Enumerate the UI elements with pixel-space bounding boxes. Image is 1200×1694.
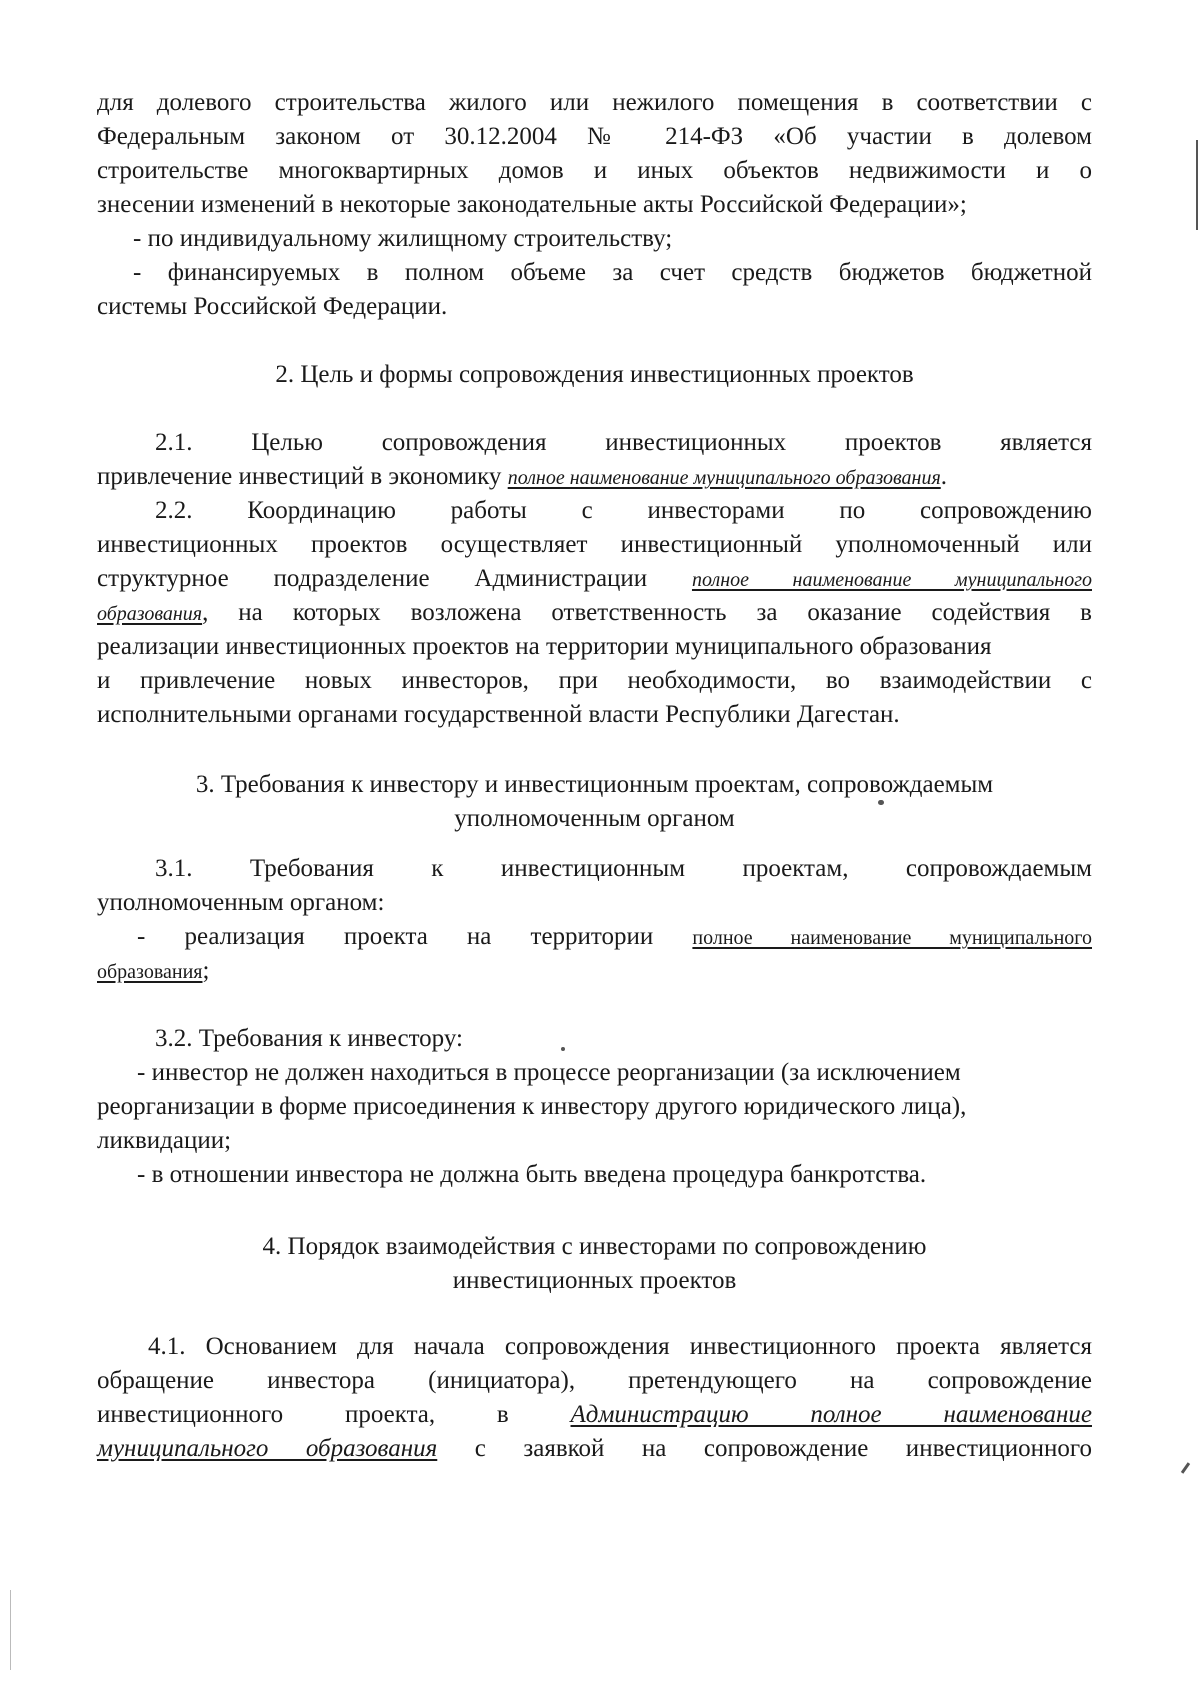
para-4-1-line-2: обращение инвестора (инициатора), претендующего на сопровождение <box>97 1367 1092 1394</box>
para-3-1-line-3: - реализация проекта на территории полное наименование муниципального <box>137 923 1092 950</box>
para-3-2-line-3: ликвидации; <box>97 1127 232 1154</box>
municipality-name-placeholder-cont: образования <box>97 603 203 625</box>
section-4-heading-line-2: инвестиционных проектов <box>452 1267 737 1294</box>
municipality-name-placeholder-cont: муниципального образования <box>97 1435 438 1462</box>
section-4-heading-line-1: 4. Порядок взаимодействия с инвесторами по сопровождению <box>262 1233 927 1260</box>
bullet-financed-line-1: - финансируемых в полном объеме за счет средств бюджетов бюджетной <box>133 259 1092 286</box>
municipality-name-placeholder: полное наименование муниципального образования <box>507 467 941 489</box>
section-2-heading: 2. Цель и формы сопровождения инвестиционных проектов <box>275 361 914 388</box>
para-4-1-line-4: муниципального образования с заявкой на сопровождение инвестиционного <box>97 1435 1092 1462</box>
para-2-2-line-7: исполнительными органами государственной власти Республики Дагестан. <box>97 701 900 728</box>
municipality-name-placeholder: полное наименование муниципального <box>691 569 1092 591</box>
scan-speck <box>878 800 884 805</box>
scan-edge-mark <box>10 1590 11 1670</box>
scan-speck <box>561 1047 565 1051</box>
scan-speck <box>1181 1462 1190 1474</box>
para-3-1-line-2: уполномоченным органом: <box>97 889 385 916</box>
para-2-2-line-1: 2.2. Координацию работы с инвесторами по сопровождению <box>155 497 1092 524</box>
municipality-name-placeholder: полное наименование муниципального <box>692 927 1092 949</box>
intro-line-4: знесении изменений в некоторые законодательные акты Российской Федерации»; <box>97 191 967 218</box>
para-3-2-line-2: реорганизации в форме присоединения к инвестору другого юридического лица), <box>97 1093 967 1120</box>
para-3-2-line-1: - инвестор не должен находиться в процессе реорганизации (за исключением <box>137 1059 961 1086</box>
bullet-financed-line-2: системы Российской Федерации. <box>97 293 448 320</box>
intro-line-3: строительстве многоквартирных домов и иных объектов недвижимости и о <box>97 157 1092 184</box>
para-2-2-line-3: структурное подразделение Администрации полное наименование муниципального <box>97 565 1092 592</box>
scan-edge-mark <box>1196 140 1198 230</box>
para-3-2-line-4: - в отношении инвестора не должна быть введена процедура банкротства. <box>137 1161 927 1188</box>
bullet-individual-construction: - по индивидуальному жилищному строительству; <box>133 225 673 252</box>
para-2-2-line-2: инвестиционных проектов осуществляет инвестиционный уполномоченный или <box>97 531 1092 558</box>
para-2-1-line-2: привлечение инвестиций в экономику полное наименование муниципального образования. <box>97 463 947 490</box>
intro-line-2: Федеральным законом от 30.12.2004 № 214-ФЗ «Об участии в долевом <box>97 123 1092 150</box>
para-4-1-line-3: инвестиционного проекта, в Администрацию полное наименование <box>97 1401 1092 1428</box>
municipality-name-placeholder-cont: образования <box>97 961 203 983</box>
para-2-1-line-1: 2.1. Целью сопровождения инвестиционных проектов является <box>155 429 1092 456</box>
para-3-1-line-1: 3.1. Требования к инвестиционным проектам, сопровождаемым <box>155 855 1092 882</box>
administration-placeholder: Администрацию полное наименование <box>570 1401 1092 1428</box>
intro-line-1: для долевого строительства жилого или нежилого помещения в соответствии с <box>97 89 1092 116</box>
para-3-2-heading: 3.2. Требования к инвестору: <box>155 1025 463 1052</box>
para-2-2-line-6: и привлечение новых инвесторов, при необходимости, во взаимодействии с <box>97 667 1092 694</box>
section-3-heading-line-2: уполномоченным органом <box>454 805 735 832</box>
para-3-1-line-4: образования; <box>97 957 210 984</box>
para-4-1-line-1: 4.1. Основанием для начала сопровождения инвестиционного проекта является <box>148 1333 1092 1360</box>
para-2-2-line-4: образования, на которых возложена ответственность за оказание содействия в <box>97 599 1092 626</box>
para-2-2-line-5: реализации инвестиционных проектов на территории муниципального образования <box>97 633 992 660</box>
section-3-heading-line-1: 3. Требования к инвестору и инвестиционным проектам, сопровождаемым <box>195 771 994 798</box>
